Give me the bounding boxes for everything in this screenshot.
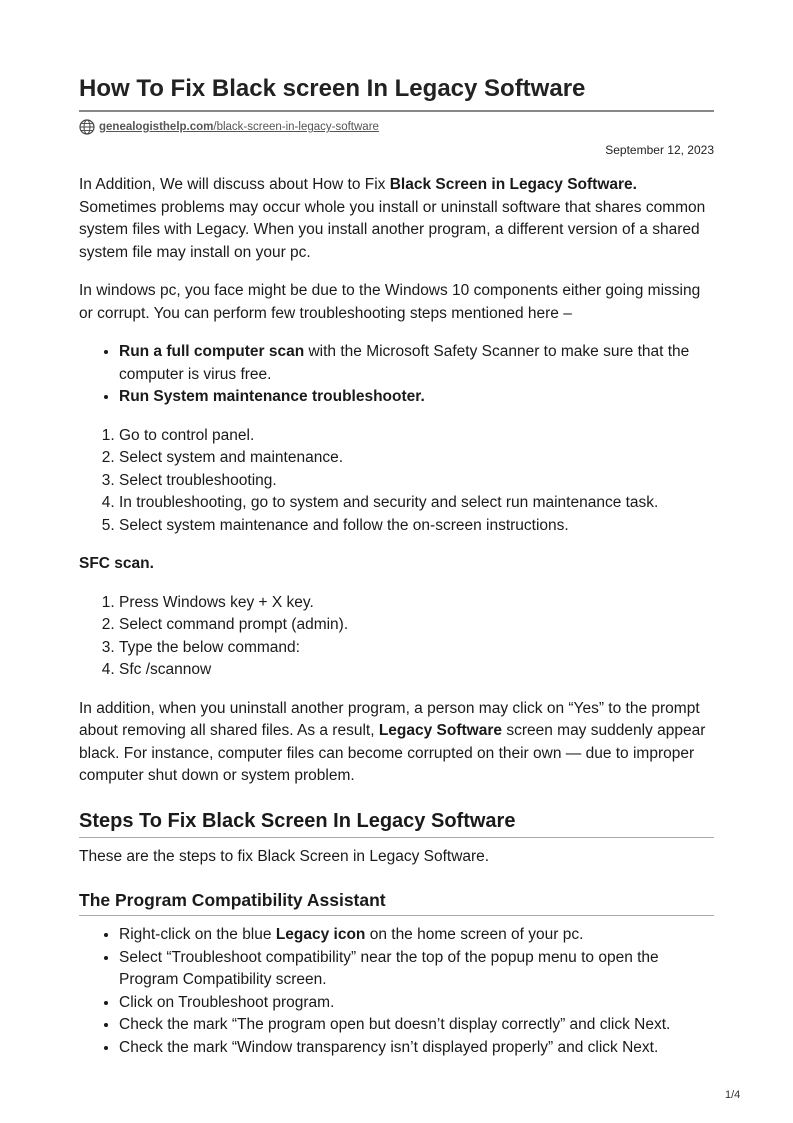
steps-section-text: These are the steps to fix Black Screen in Legacy Software. [79,847,490,865]
sfc-scan-heading: SFC scan. [79,555,154,572]
list-item: 1. Press Windows key + X key. [119,592,714,615]
source-link-row[interactable] [79,118,379,136]
intro-paragraph-2: In windows pc, you face might be due to the Windows 10 components either going missing or corrupt. You can perform few troubleshooting steps mentioned here – [79,282,701,322]
page-title: How To Fix Black screen In Legacy Software [79,75,586,102]
list-item: 3. Type the below command: [119,637,714,660]
source-path: /black-screen-in-legacy-software [213,121,379,133]
list-item: • Run a full computer scan with the Microsoft Safety Scanner to make sure that the computer is virus free. [119,341,714,386]
list-item: 4. In troubleshooting, go to system and security and select run maintenance task. [119,492,714,515]
list-item: • Click on Troubleshoot program. [119,992,714,1015]
list-item: 4. Sfc /scannow [119,659,714,682]
list-item: 2. Select system and maintenance. [119,447,714,470]
list-item: 5. Select system maintenance and follow the on-screen instructions. [119,515,714,538]
list-item: 1. Go to control panel. [119,425,714,448]
globe-icon [79,119,95,135]
title-divider [79,110,714,112]
troubleshoot-bullet-list [79,341,714,409]
compat-steps-list [79,924,714,1059]
source-domain: genealogisthelp.com [99,121,214,133]
sfc-steps-list [79,592,714,682]
intro-paragraph-1: In Addition, We will discuss about How to Fix Black Screen in Legacy Software. Sometimes problems may occur whole you install or uninstall software that shares common system files with Legacy. When you install another program, a different version of a shared system file may install on your pc. [79,176,706,261]
list-item: • Right-click on the blue Legacy icon on the home screen of your pc. [119,924,714,947]
list-item: 2. Select command prompt (admin). [119,614,714,637]
list-item: 3. Select troubleshooting. [119,470,714,493]
article-body [79,174,714,1075]
steps-section-heading: Steps To Fix Black Screen In Legacy Software [79,808,714,838]
source-url-link[interactable] [99,121,379,133]
list-item: • Select “Troubleshoot compatibility” near the top of the popup menu to open the Program Compatibility screen. [119,947,714,992]
compat-assistant-heading: The Program Compatibility Assistant [79,888,714,916]
list-item: • Check the mark “The program open but doesn’t display correctly” and click Next. [119,1014,714,1037]
maintenance-steps-list [79,425,714,538]
uninstall-paragraph: In addition, when you uninstall another program, a person may click on “Yes” to the prompt about removing all shared files. As a result, Legacy Software screen may suddenly appear black. For instance, computer files can become corrupted on their own — due to improper computer shut down or system problem. [79,699,706,784]
page-number: 1/4 [725,1089,741,1101]
publish-date: September 12, 2023 [605,143,714,157]
list-item: • Check the mark “Window transparency isn’t displayed properly” and click Next. [119,1037,714,1060]
list-item: • Run System maintenance troubleshooter. [119,386,714,409]
